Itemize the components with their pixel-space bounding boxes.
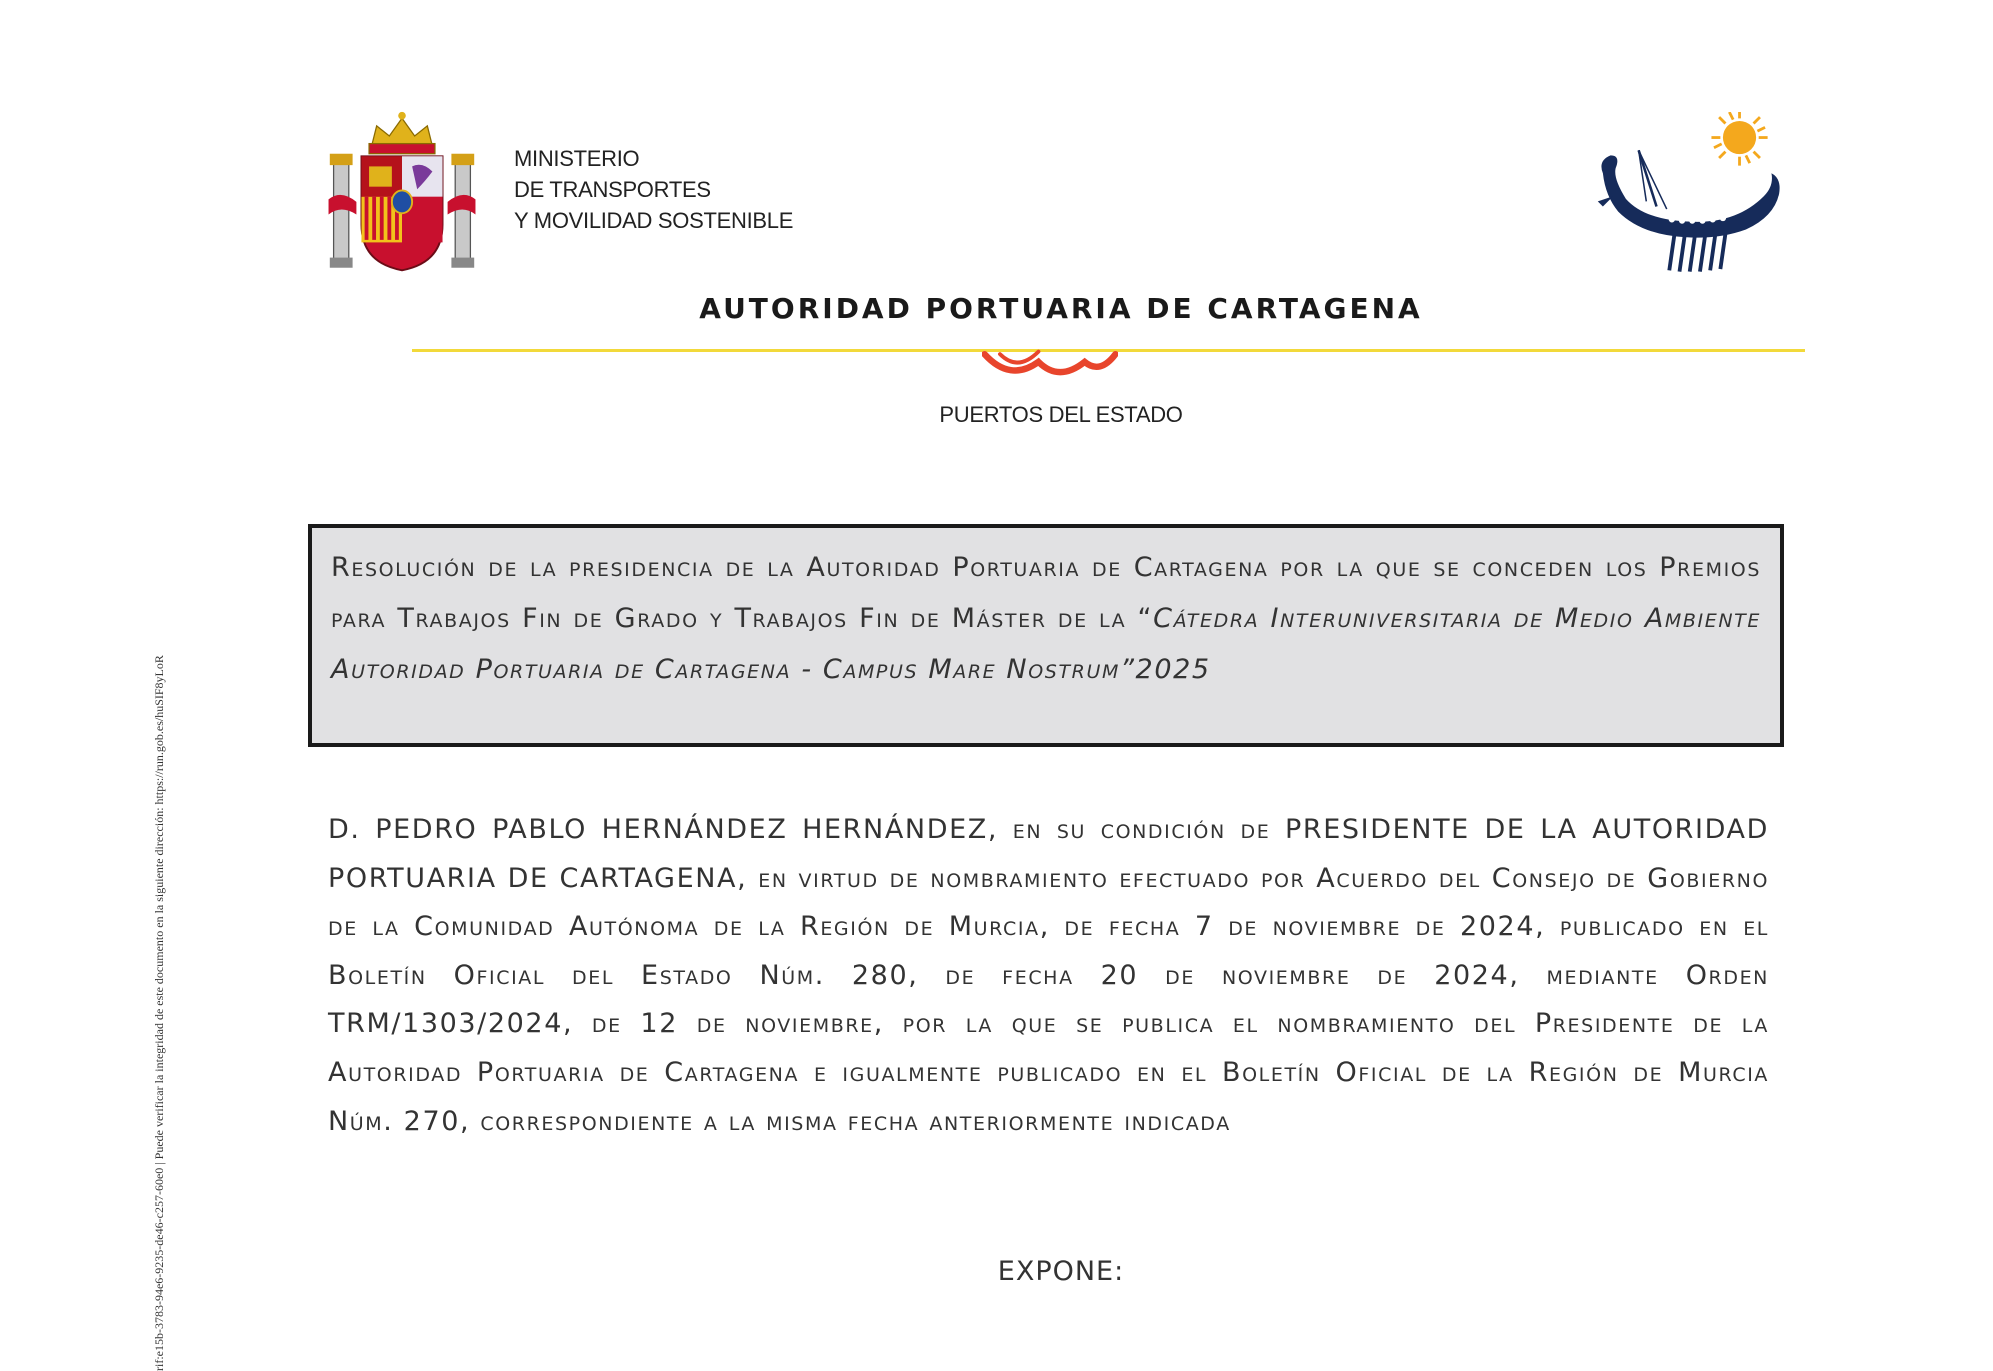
president-role: PRESIDENTE DE LA AUTORIDAD PORTUARIA DE CARTAGENA, bbox=[328, 814, 1769, 894]
verification-footnote: rif:e15b-3783-94e6-9235-de46-c257-60e0 | Puede verificar la integridad de este documento en la siguiente dirección: https://run.gob.es/huSIF8yLoR bbox=[152, 655, 166, 1371]
ministry-line-1: MINISTERIO bbox=[514, 146, 640, 171]
puertos-del-estado-icon bbox=[982, 349, 1118, 385]
body-paragraph bbox=[328, 806, 1769, 1146]
resolution-text-end: ”2025 bbox=[1119, 654, 1211, 685]
ministry-line-2: DE TRANSPORTES bbox=[514, 177, 711, 202]
authority-title: AUTORIDAD PORTUARIA DE CARTAGENA bbox=[699, 292, 1423, 325]
resolution-title bbox=[331, 542, 1761, 695]
ministry-name bbox=[514, 143, 793, 236]
resolution-title-box bbox=[308, 524, 1784, 747]
port-authority-ship-logo bbox=[1595, 112, 1787, 278]
body-text-1: en su condición de bbox=[998, 814, 1286, 845]
ministry-line-3: Y MOVILIDAD SOSTENIBLE bbox=[514, 208, 794, 233]
resolution-text-plain: Resolución de la presidencia de la Autoridad Portuaria de Cartagena por la que se conceden los Premios para Trabajos Fin de Grado y Trabajos Fin de Máster de la “ bbox=[331, 552, 1761, 634]
puertos-del-estado-label: PUERTOS DEL ESTADO bbox=[939, 402, 1183, 427]
body-text-2: en virtud de nombramiento efectuado por Acuerdo del Consejo de Gobierno de la Comunidad Autónoma de la Región de Murcia, de fecha 7 de noviembre de 2024, publicado en el Boletín Oficial del Estado Núm. 280, de fecha 20 de noviembre de 2024, mediante Orden TRM/1303/2024, de 12 de noviembre, por la que se publica el nombramiento del Presidente de la Autoridad Portuaria de Cartagena e igualmente publicado en el Boletín Oficial de la Región de Murcia Núm. 270, correspondiente a la misma fecha anteriormente indicada bbox=[328, 862, 1769, 1137]
resolution-text-italic: Cátedra Interuniversitaria de Medio Ambiente Autoridad Portuaria de Cartagena - Campus Mare Nostrum bbox=[331, 603, 1761, 685]
expone-heading: EXPONE: bbox=[997, 1256, 1125, 1287]
coat-of-arms-icon bbox=[326, 108, 478, 278]
president-name: D. PEDRO PABLO HERNÁNDEZ HERNÁNDEZ, bbox=[328, 814, 999, 845]
